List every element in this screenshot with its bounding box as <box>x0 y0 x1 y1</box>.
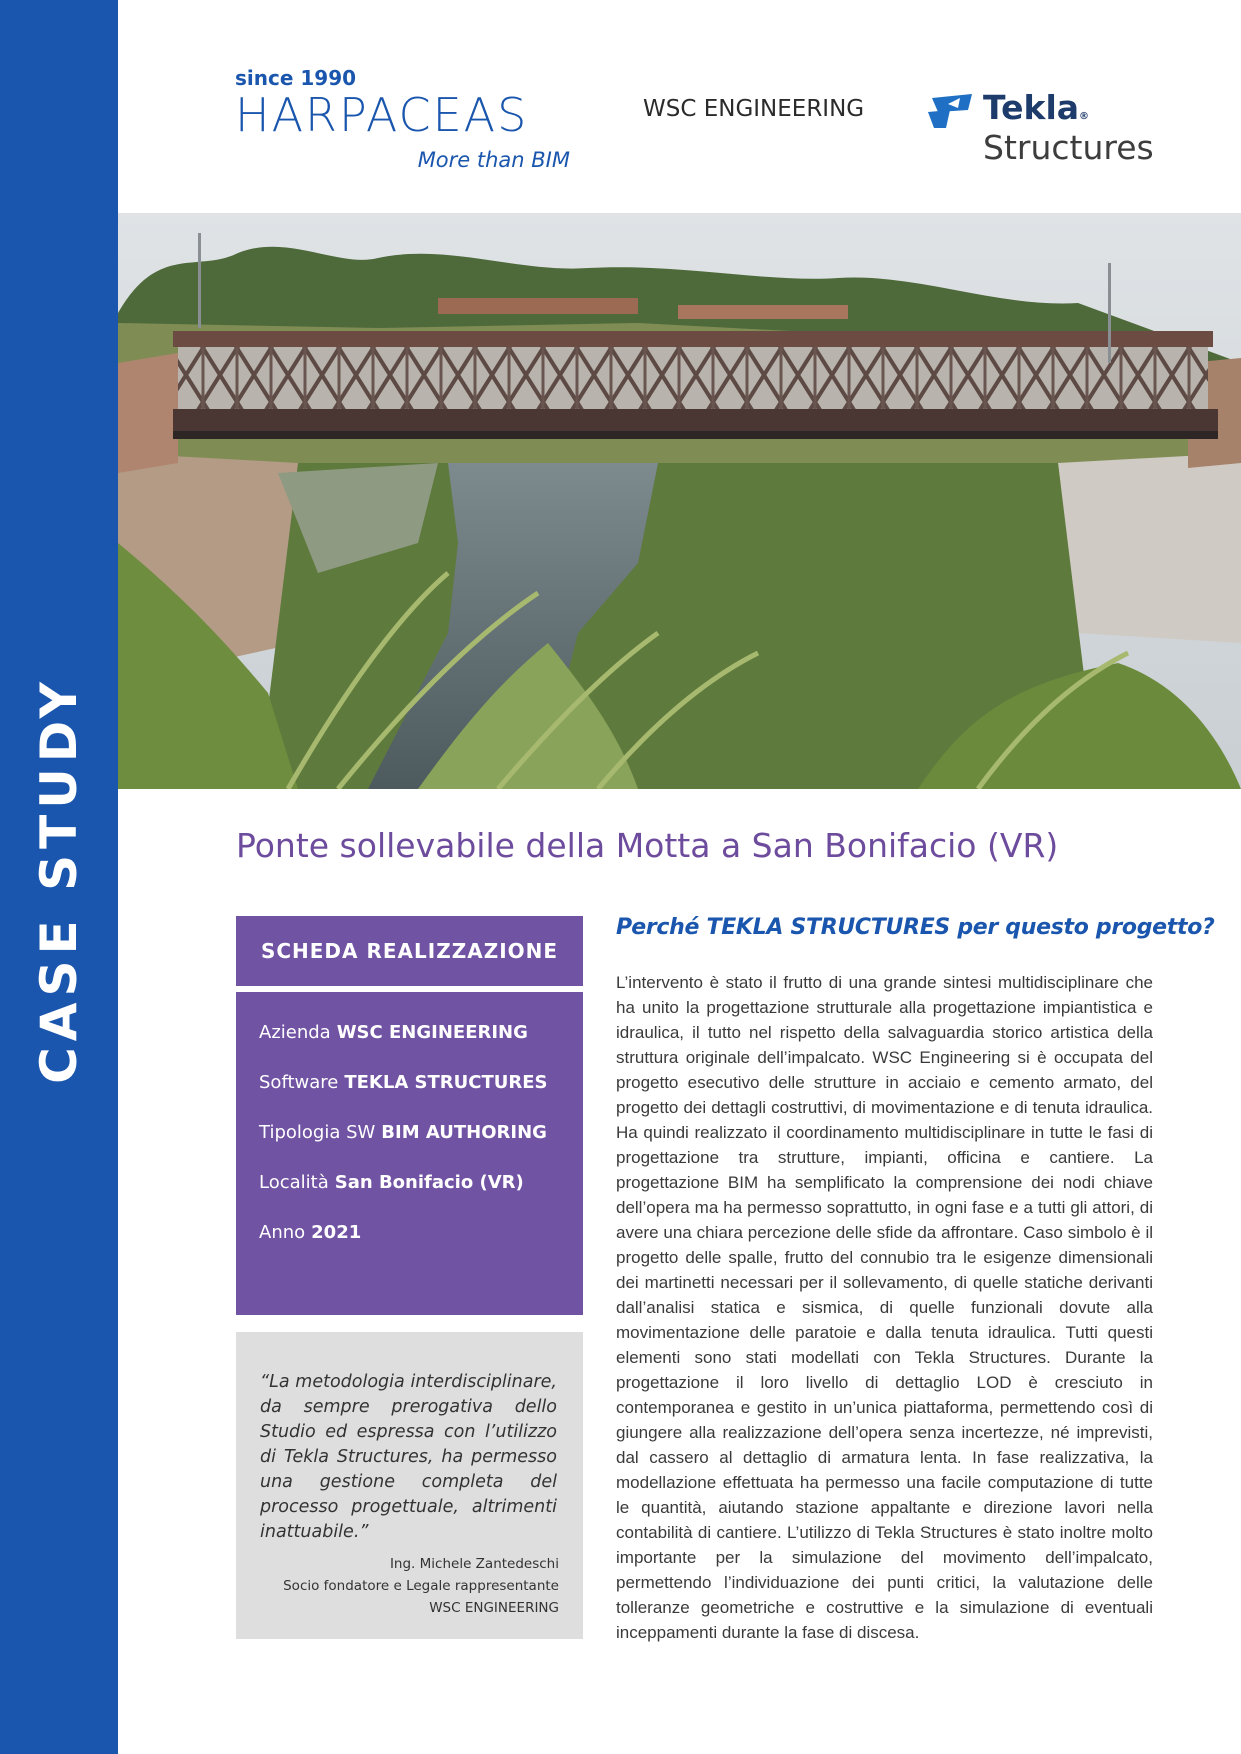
page-title: Ponte sollevabile della Motta a San Bonifacio (VR) <box>236 826 1059 865</box>
tekla-logo-icon <box>928 94 974 130</box>
harpaceas-wordmark: HARPACEAS <box>235 88 529 142</box>
quote-box <box>236 1332 583 1639</box>
scheda-row-anno: Anno 2021 <box>259 1222 362 1243</box>
bridge-photo-illustration <box>118 213 1241 789</box>
hero-bridge-photo <box>118 213 1241 789</box>
body-text: L’intervento è stato il frutto di una grande sintesi multidisciplinare che ha unito la progettazione strutturale alla progettazione impiantistica e idraulica, il tutto nel rispetto della salvaguardia storico artistica della struttura originale dell’impalcato. WSC Engineering si è occupata del progetto esecutivo delle strutture in acciaio e cemento armato, del progetto dei dettagli costruttivi, di movimentazione e di tenuta idraulica. Ha quindi realizzato il coordinamento multidisciplinare in tutte le fasi di progettazione tra strutture, impianti, officina e cantiere. La progettazione BIM ha semplificato la comprensione dei nodi chiave dell’opera ma ha permesso soprattutto, in ogni fase e a tutti gli attori, di avere una chiara percezione delle sfide da affrontare. Caso simbolo è il progetto delle spalle, frutto del connubio tra le esigenze dimensionali dei martinetti necessari per il sollevamento, di quelle statiche derivanti dall’analisi statica e sismica, di quelle funzionali dovute alla movimentazione delle paratoie e dalla tenuta idraulica. Tutti questi elementi sono stati modellati con Tekla Structures. Durante la progettazione il loro livello di dettaglio LOD è cresciuto in contemporanea e gestito in un’unica piattaforma, permettendo così di giungere alla realizzazione dell’opera senza incertezze, né imprevisti, dal cassero al dettaglio di armatura lenta. In fase realizzativa, la modellazione effettuata ha permesso una facile computazione di tutte le quantità, aiutando stazione appaltante e direzione lavori nella contabilità di cantiere. L’utilizzo di Tekla Structures è stato inoltre molto importante per la simulazione del movimento dell’impalcato, permettendo l’individuazione dei punti critici, la valutazione delle tolleranze geometriche e costruttive e la simulazione di eventuali inceppamenti durante la fase di discesa. <box>616 973 1153 1642</box>
harpaceas-tagline: More than BIM <box>417 148 570 172</box>
case-study-sidebar <box>0 0 118 1754</box>
tekla-product-name: Structures <box>983 128 1154 167</box>
tekla-wordmark: Tekla® <box>983 88 1090 127</box>
quote-author-company: WSC ENGINEERING <box>429 1600 559 1616</box>
company-name-header: WSC ENGINEERING <box>643 96 865 122</box>
scheda-heading: SCHEDA REALIZZAZIONE <box>236 916 583 986</box>
harpaceas-logo <box>235 66 570 178</box>
tekla-structures-logo <box>928 90 1158 170</box>
scheda-row-tipologia: Tipologia SW BIM AUTHORING <box>259 1122 547 1143</box>
scheda-row-software: Software TEKLA STRUCTURES <box>259 1072 548 1093</box>
scheda-row-localita: Località San Bonifacio (VR) <box>259 1172 524 1193</box>
quote-author: Ing. Michele Zantedeschi <box>389 1556 559 1572</box>
scheda-row-azienda: Azienda WSC ENGINEERING <box>259 1022 528 1043</box>
quote-author-role: Socio fondatore e Legale rappresentante <box>283 1578 559 1594</box>
scheda-panel <box>236 992 583 1315</box>
case-study-label: CASE STUDY <box>30 676 88 1084</box>
section-heading: Perché TEKLA STRUCTURES per questo progetto? <box>616 915 1215 940</box>
harpaceas-since: since 1990 <box>235 66 357 90</box>
quote-text: “La metodologia interdisciplinare, da sempre prerogativa dello Studio ed espressa con l’utilizzo di Tekla Structures, ha permesso una gestione completa del processo progettuale, altrimenti inattuabile.” <box>260 1372 557 1542</box>
